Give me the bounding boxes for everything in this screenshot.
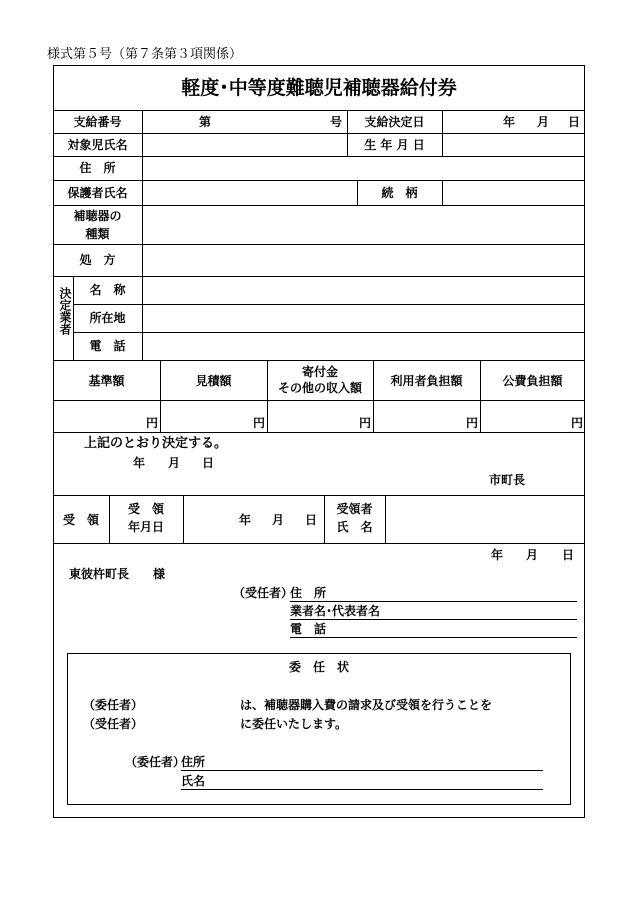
- birth-date-label: 生 年 月 日: [364, 138, 425, 152]
- delegation-body-1: は、補聴器購入費の請求及び受領を行うことを: [240, 698, 493, 712]
- vendor-name-label: 名 称: [89, 283, 126, 297]
- payment-number-label: 支給番号: [73, 115, 122, 129]
- sig-name-label: 氏名: [181, 774, 206, 788]
- decided-vendor-label: 決定業者: [58, 287, 72, 335]
- receipt-year: 年: [239, 513, 252, 527]
- recipient-label-2: 氏 名: [336, 520, 373, 534]
- delegatee-label: （受任者）: [83, 717, 144, 731]
- agent-phone-label: 電 話: [290, 622, 327, 636]
- hearing-aid-type-label-2: 種類: [85, 227, 110, 241]
- yen-unit-1: 円: [146, 416, 159, 430]
- yen-unit-2: 円: [253, 416, 266, 430]
- form-number: 様式第５号（第７条第３項関係）: [47, 47, 243, 62]
- hearing-aid-type-label-1: 補聴器の: [73, 209, 122, 223]
- yen-unit-5: 円: [571, 416, 584, 430]
- page-title: 軽度･中等度難聴児補聴器給付券: [181, 77, 457, 99]
- amount-header-donation-2: その他の収入額: [277, 381, 362, 395]
- amount-header-donation-1: 寄付金: [301, 365, 338, 379]
- agent-label: （受任者）: [233, 586, 294, 600]
- decision-text-day: 日: [202, 456, 215, 470]
- delegation-title: 委 任 状: [288, 660, 349, 674]
- yen-unit-3: 円: [359, 416, 372, 430]
- amount-header-user-burden: 利用者負担額: [390, 374, 463, 388]
- recipient-label-1: 受領者: [336, 502, 373, 516]
- delegation-year: 年: [491, 548, 504, 562]
- decision-text-year: 年: [133, 456, 146, 470]
- sig-address-label: 住所: [181, 755, 206, 769]
- decision-text-month: 月: [168, 456, 181, 470]
- decision-year: 年: [503, 115, 516, 129]
- amount-header-estimate: 見積額: [195, 374, 232, 388]
- receipt-day: 日: [305, 513, 318, 527]
- mayor-label: 市町長: [489, 473, 526, 487]
- address-label: 住 所: [79, 161, 116, 175]
- child-name-label: 対象児氏名: [67, 138, 128, 152]
- receipt-month: 月: [272, 513, 285, 527]
- receipt-date-label-2: 年月日: [127, 520, 164, 534]
- addressee: 東彼杵町長 様: [69, 567, 166, 581]
- decision-month: 月: [537, 115, 550, 129]
- amount-header-public-burden: 公費負担額: [502, 374, 563, 388]
- receipt-label: 受 領: [62, 513, 99, 527]
- sig-label: （委任者）: [125, 755, 186, 769]
- company-rep-label: 業者名･代表者名: [290, 604, 381, 618]
- vendor-phone-label: 電 話: [89, 339, 126, 353]
- receipt-date-label-1: 受 領: [127, 502, 164, 516]
- yen-unit-4: 円: [466, 416, 479, 430]
- prescription-label: 処 方: [79, 253, 116, 267]
- gou-label: 号: [330, 115, 343, 129]
- delegation-month: 月: [526, 548, 539, 562]
- decision-date-label: 支給決定日: [364, 115, 425, 129]
- delegation-body-2: に委任いたします。: [240, 717, 348, 731]
- amount-header-standard: 基準額: [88, 374, 125, 388]
- delegation-day: 日: [562, 548, 575, 562]
- guardian-name-label: 保護者氏名: [67, 186, 128, 200]
- delegator-label: （委任者）: [83, 698, 144, 712]
- agent-address-label: 住 所: [290, 586, 327, 600]
- dai-label: 第: [199, 115, 212, 129]
- decision-text: 上記のとおり決定する。: [84, 436, 228, 451]
- decision-day: 日: [568, 115, 581, 129]
- vendor-location-label: 所在地: [89, 311, 126, 325]
- relationship-label: 続 柄: [381, 186, 418, 200]
